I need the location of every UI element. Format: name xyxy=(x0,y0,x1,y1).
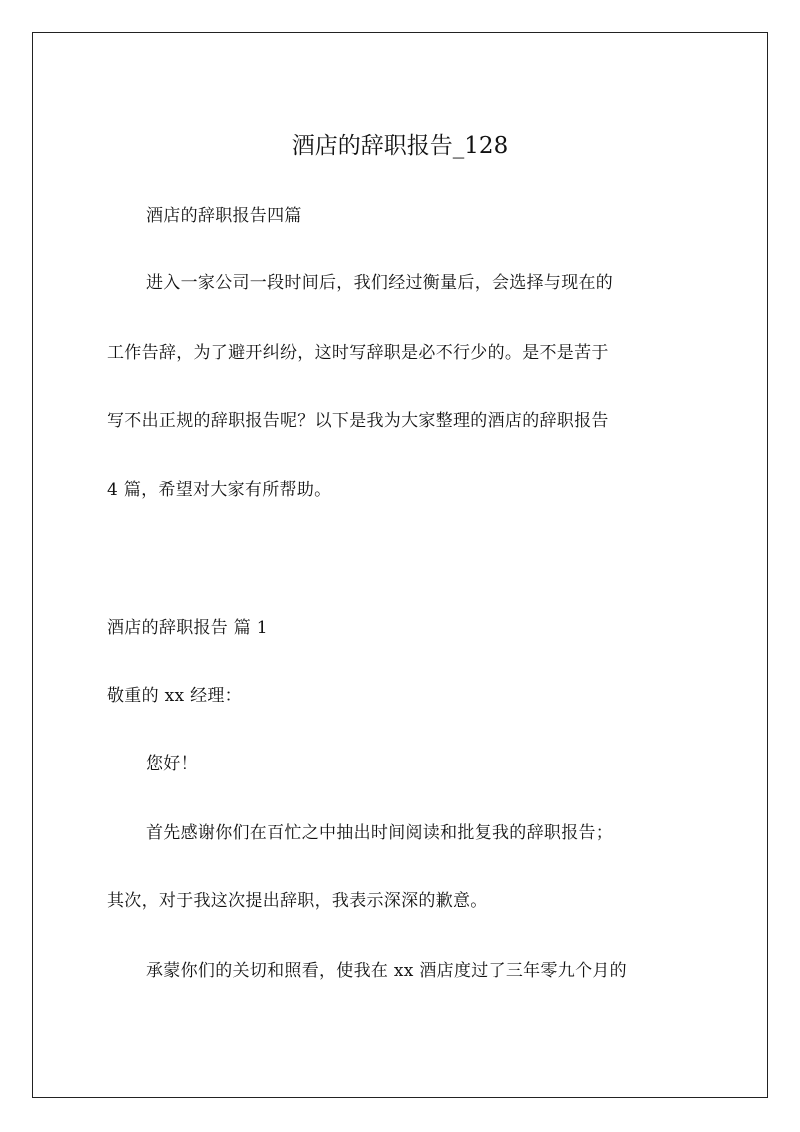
document-title: 酒店的辞职报告_128 xyxy=(291,133,509,159)
intro-line-2: 工作告辞，为了避开纠纷，这时写辞职是必不行少的。是不是苦于 xyxy=(107,343,609,363)
body-line-3: 承蒙你们的关切和照看，使我在 xx 酒店度过了三年零九个月的 xyxy=(146,961,627,981)
intro-line-4: 4 篇，希望对大家有所帮助。 xyxy=(107,480,332,500)
page-border xyxy=(32,32,768,1098)
salutation: 敬重的 xx 经理： xyxy=(107,686,242,706)
greeting: 您好！ xyxy=(146,754,198,774)
intro-line-1: 进入一家公司一段时间后，我们经过衡量后，会选择与现在的 xyxy=(146,273,614,293)
body-line-2: 其次，对于我这次提出辞职，我表示深深的歉意。 xyxy=(107,891,488,911)
document-subtitle: 酒店的辞职报告四篇 xyxy=(146,206,302,226)
section-heading: 酒店的辞职报告 篇 1 xyxy=(107,618,268,638)
intro-line-3: 写不出正规的辞职报告呢？以下是我为大家整理的酒店的辞职报告 xyxy=(107,411,609,431)
body-line-1: 首先感谢你们在百忙之中抽出时间阅读和批复我的辞职报告； xyxy=(146,823,614,843)
